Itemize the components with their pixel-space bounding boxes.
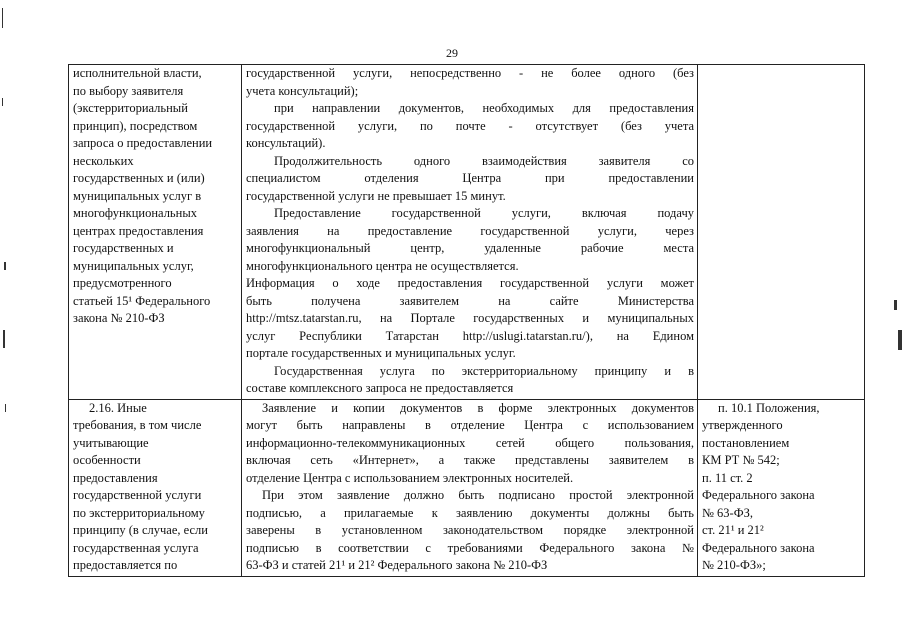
text-line: подписью, а прилагаемые к заявлению документы должны быть [246, 505, 694, 520]
text-line: 2.16. Иные [89, 400, 147, 415]
text-line: № 210-ФЗ»; [702, 558, 766, 572]
text-line: консультаций). [246, 136, 326, 150]
text-line: предоставления [73, 470, 158, 485]
text-line: многофункционального центра не осуществляется. [246, 258, 519, 273]
text-line: п. 11 ст. 2 [702, 470, 753, 485]
scan-mark [898, 330, 902, 350]
text-line: услуг Республики Татарстан http://uslugi.tatarstan.ru/), на Едином [246, 328, 694, 343]
text-line: государственной услуги, непосредственно - не более одного (без [246, 66, 694, 80]
text-line: учета консультаций); [246, 83, 359, 98]
text-line: Федерального закона [702, 488, 815, 502]
text-line: при направлении документов, необходимых для предоставления [274, 101, 694, 115]
text-line: принципу (в случае, если [73, 523, 208, 537]
text-line: Предоставление государственной услуги, включая подачу [274, 206, 694, 220]
text-line: ст. 21¹ и 21² [702, 523, 764, 537]
text-line: учитывающие [73, 435, 149, 450]
table-row [69, 399, 865, 576]
text-line: портале государственных и муниципальных услуг. [246, 346, 516, 360]
text-line: отделение Центра с использованием электронных носителей. [246, 470, 574, 485]
text-line: http://mtsz.tatarstan.ru, на Портале государственных и муниципальных [246, 311, 694, 325]
text-line: Информация о ходе предоставления государственной услуги может [246, 276, 694, 290]
text-line: многофункциональных [73, 206, 197, 220]
text-line: запроса о предоставлении [73, 136, 213, 150]
table-row [69, 65, 865, 400]
text-line: заверены в установленном законодательством порядке электронной [246, 523, 694, 537]
text-line: муниципальных услуг, [73, 258, 194, 273]
text-line: п. 10.1 Положения, [718, 400, 820, 415]
text-line: быть получена заявителем на сайте Министерства [246, 293, 694, 308]
text-line: Продолжительность одного взаимодействия заявителя со [274, 153, 694, 168]
text-line: № 63-ФЗ, [702, 505, 753, 520]
text-line: многофункциональный центр, удаленные рабочие места [246, 241, 694, 255]
text-line: предусмотренного [73, 276, 172, 290]
text-line: государственной услуги [73, 488, 202, 502]
scan-mark [2, 98, 3, 106]
text-line: Заявление и копии документов в форме электронных документов [262, 400, 694, 415]
text-line: государственной услуги, по почте - отсутствует (без учета [246, 118, 694, 133]
text-line: информационно-телекоммуникационных сетей общего пользования, [246, 435, 694, 450]
text-line: При этом заявление должно быть подписано простой электронной [262, 488, 694, 502]
content-cell [242, 65, 698, 400]
legal-basis-cell [698, 399, 865, 576]
text-line: специалистом отделения Центра при предоставлении [246, 171, 694, 185]
text-line: принцип), посредством [73, 118, 198, 133]
text-line: муниципальных услуг в [73, 188, 202, 203]
text-line: Федерального закона [702, 540, 815, 555]
content-cell [242, 399, 698, 576]
requirement-cell [69, 399, 242, 576]
text-line: государственная услуга [73, 540, 199, 555]
text-line: 63-ФЗ и статей 21¹ и 21² Федерального закона № 210-ФЗ [246, 558, 548, 572]
text-line: государственных и (или) [73, 171, 205, 185]
text-line: центрах предоставления [73, 223, 204, 238]
text-line: постановлением [702, 435, 790, 450]
text-line: КМ РТ № 542; [702, 453, 780, 467]
regulation-table [68, 64, 865, 577]
text-line: требования, в том числе [73, 418, 202, 432]
scan-mark [2, 8, 3, 28]
text-line: (экстерриториальный [73, 101, 188, 115]
text-line: особенности [73, 453, 141, 467]
text-line: закона № 210-ФЗ [73, 311, 165, 325]
text-line: утвержденного [702, 418, 783, 432]
text-line: исполнительной власти, [73, 66, 202, 80]
text-line: статьей 15¹ Федерального [73, 293, 211, 308]
requirement-cell [69, 65, 242, 400]
text-line: государственных и [73, 241, 174, 255]
page-number: 29 [446, 46, 458, 60]
text-line: могут быть направлены в отделение Центра с использованием [246, 418, 694, 432]
scan-mark [3, 330, 5, 348]
text-line: включая сеть «Интернет», а также представлены заявителем в [246, 453, 694, 467]
text-line: составе комплексного запроса не предоставляется [246, 381, 514, 395]
text-line: подписью в соответствии с требованиями Федерального закона № [246, 540, 694, 555]
text-line: Государственная услуга по экстерриториальному принципу и в [274, 363, 694, 378]
text-line: государственной услуги не превышает 15 минут. [246, 188, 506, 203]
text-line: по экстерриториальному [73, 505, 205, 520]
text-line: нескольких [73, 153, 134, 168]
scan-mark [894, 300, 897, 310]
scan-mark [4, 262, 6, 270]
text-line: по выбору заявителя [73, 83, 184, 98]
scan-mark [5, 404, 6, 412]
text-line: заявления на предоставление государственной услуги, через [246, 223, 694, 238]
legal-basis-cell [698, 65, 865, 400]
text-line: предоставляется по [73, 558, 178, 572]
